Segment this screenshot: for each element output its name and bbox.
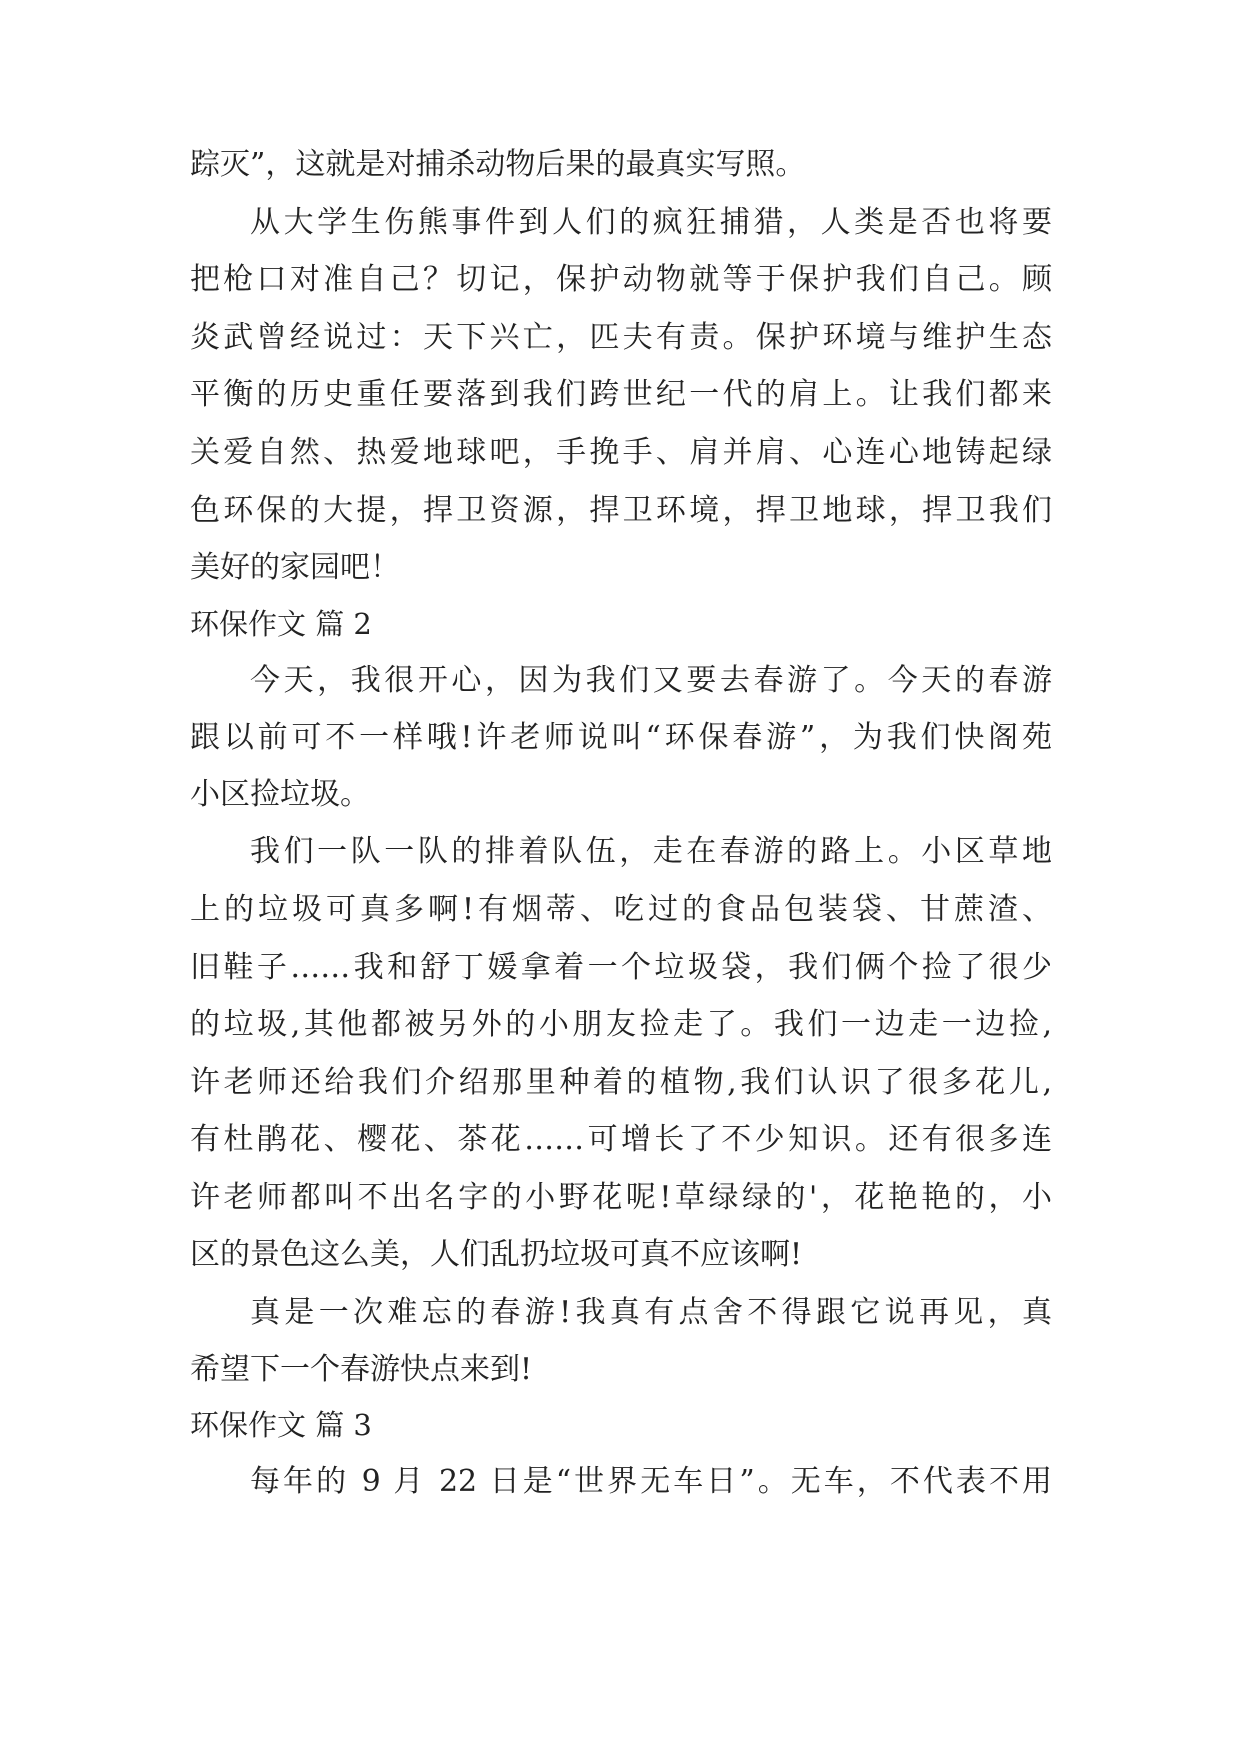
paragraph-line: 希望下一个春游快点来到! (190, 1352, 533, 1387)
paragraph-line: 平衡的历史重任要落到我们跨世纪一代的肩上。让我们都来 (190, 377, 1052, 412)
paragraph-line: 小区捡垃圾。 (190, 777, 370, 812)
paragraph-line: 炎武曾经说过：天下兴亡，匹夫有责。保护环境与维护生态 (190, 320, 1052, 355)
paragraph-line: 区的景色这么美，人们乱扔垃圾可真不应该啊! (190, 1237, 803, 1272)
paragraph-line: 把枪口对准自己？切记，保护动物就等于保护我们自己。顾 (190, 262, 1052, 297)
paragraph-line: 真是一次难忘的春游!我真有点舍不得跟它说再见，真 (250, 1295, 1052, 1330)
paragraph-line: 许老师还给我们介绍那里种着的植物,我们认识了很多花儿, (190, 1065, 1052, 1100)
paragraph-line: 我们一队一队的排着队伍，走在春游的路上。小区草地 (250, 834, 1052, 869)
paragraph-line: 旧鞋子……我和舒丁媛拿着一个垃圾袋，我们俩个捡了很少 (190, 950, 1052, 985)
paragraph-line: 关爱自然、热爱地球吧，手挽手、肩并肩、心连心地铸起绿 (190, 435, 1052, 470)
paragraph-line: 跟以前可不一样哦!许老师说叫“环保春游”，为我们快阁苑 (190, 720, 1052, 755)
paragraph-line: 上的垃圾可真多啊!有烟蒂、吃过的食品包装袋、甘蔗渣、 (190, 892, 1052, 927)
paragraph-line: 色环保的大提，捍卫资源，捍卫环境，捍卫地球，捍卫我们 (190, 493, 1052, 528)
paragraph-line: 踪灭”，这就是对捕杀动物后果的最真实写照。 (190, 147, 806, 182)
paragraph-line: 今天，我很开心，因为我们又要去春游了。今天的春游 (250, 663, 1052, 698)
paragraph-line: 美好的家园吧！ (190, 550, 400, 585)
section-heading: 环保作文 篇 3 (190, 1408, 372, 1442)
paragraph-line: 有杜鹃花、樱花、茶花……可增长了不少知识。还有很多连 (190, 1122, 1052, 1157)
section-heading: 环保作文 篇 2 (190, 607, 372, 641)
paragraph-line: 每年的 9 月 22 日是“世界无车日”。无车，不代表不用 (250, 1464, 1052, 1499)
paragraph-line: 的垃圾,其他都被另外的小朋友捡走了。我们一边走一边捡, (190, 1007, 1052, 1042)
paragraph-line: 从大学生伤熊事件到人们的疯狂捕猎，人类是否也将要 (250, 205, 1052, 240)
paragraph-line: 许老师都叫不出名字的小野花呢!草绿绿的'，花艳艳的，小 (190, 1180, 1052, 1215)
